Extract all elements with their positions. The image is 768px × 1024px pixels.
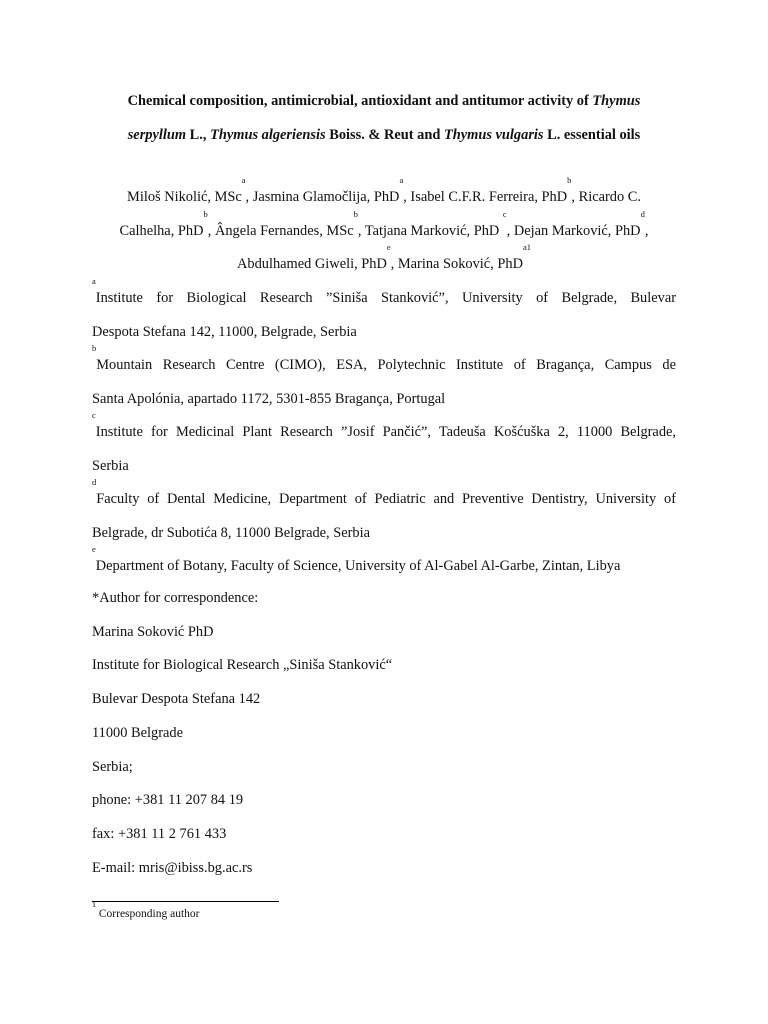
author-list (92, 175, 676, 282)
affiliation-text: Department of Botany, Faculty of Science, University of Al-Gabel Al-Garbe, Zintan, Libya (95, 558, 621, 574)
title-part: L., (186, 127, 211, 143)
affiliation-c (92, 410, 676, 483)
affiliation-text: Institute for Medicinal Plant Research ”Josif Pančić”, Tadeuša Košćuška 2, 11000 Belgrade, (95, 424, 676, 440)
title-part: L. essential oils (543, 127, 641, 143)
affiliation-e (92, 544, 676, 584)
title-species: Thymus (592, 93, 641, 109)
author-affiliation-mark: b (353, 208, 358, 219)
author-name: Marina Soković, PhD (397, 256, 523, 273)
correspondence-institute: Institute for Biological Research „Siniša Stanković“ (92, 657, 393, 674)
affiliation-text: Institute for Biological Research ”Siniša Stanković”, University of Belgrade, Bulevar (95, 290, 676, 306)
footnote (92, 900, 200, 922)
author-affiliation-mark: b (203, 208, 208, 219)
author-affiliation-mark: a (399, 175, 404, 185)
affiliation-text: Serbia (92, 457, 129, 474)
author-name: Jasmina Glamočlija, PhD (252, 189, 400, 205)
author-affiliation-mark: b (567, 175, 572, 185)
affiliation-mark: e (92, 544, 96, 554)
author-name: Isabel C.F.R. Ferreira, PhD (410, 189, 568, 205)
affiliation-d (92, 477, 676, 550)
author-name: Ricardo C. (578, 189, 641, 205)
footnote-mark: 1 (92, 900, 96, 909)
correspondence-name: Marina Soković PhD (92, 623, 214, 640)
title-part: Boiss. & Reut and (325, 127, 444, 143)
author-name: Ângela Fernandes, MSc (214, 222, 354, 239)
correspondence-street: Bulevar Despota Stefana 142 (92, 691, 261, 708)
author-line: Calhelha, PhD$^b$, Ângela Fernandes, MSc$^b$, Tatjana Marković, PhD $^c$, Dejan Marković, PhD$^d$, (119, 208, 649, 239)
paper-title (92, 84, 676, 152)
author-affiliation-mark: e (386, 242, 391, 253)
affiliation-text: Despota Stefana 142, 11000, Belgrade, Serbia (92, 323, 357, 340)
title-species: serpyllum (127, 127, 187, 143)
correspondence-fax: fax: +381 11 2 761 433 (92, 825, 227, 842)
affiliation-text: Santa Apolónia, apartado 1172, 5301-855 Bragança, Portugal (92, 390, 446, 407)
correspondence-city: 11000 Belgrade (92, 724, 183, 741)
correspondence-email: E-mail: mris@ibiss.bg.ac.rs (92, 859, 253, 876)
affiliation-mark: d (92, 477, 97, 487)
affiliation-mark: b (92, 343, 97, 353)
footnote-divider (92, 901, 279, 902)
affiliation-b (92, 343, 676, 416)
author-name: Abdulhamed Giweli, PhD (236, 256, 387, 273)
affiliation-text: Faculty of Dental Medicine, Department of Pediatric and Preventive Dentistry, University of (96, 491, 676, 507)
author-affiliation-mark: a (241, 175, 246, 185)
affiliation-mark: c (92, 410, 96, 420)
affiliation-a (92, 276, 676, 349)
author-line: Miloš Nikolić, MSc$^a$, Jasmina Glamočlija, PhD$^a$, Isabel C.F.R. Ferreira, PhD$^b$, Ricardo C. (127, 175, 641, 205)
title-species: Thymus algeriensis (210, 127, 326, 143)
author-affiliation-mark: a1 (522, 242, 532, 253)
correspondence-country: Serbia; (92, 758, 133, 775)
author-name: Tatjana Marković, PhD (364, 222, 503, 239)
footnote-text: Corresponding author (96, 908, 200, 920)
author-affiliation-mark: c (502, 208, 507, 219)
author-line: Abdulhamed Giweli, PhD$^e$, Marina Soković, PhD$^{a1}$ (236, 242, 532, 273)
correspondence-heading: *Author for correspondence: (92, 590, 259, 606)
correspondence-phone: phone: +381 11 207 84 19 (92, 792, 244, 809)
author-affiliation-mark: d (640, 208, 645, 219)
affiliation-text: Belgrade, dr Subotića 8, 11000 Belgrade, Serbia (92, 524, 371, 541)
title-part: Chemical composition, antimicrobial, antioxidant and antitumor activity of (127, 93, 593, 109)
correspondence-block (92, 582, 676, 885)
title-species: Thymus vulgaris (443, 127, 544, 143)
affiliation-text: Mountain Research Centre (CIMO), ESA, Polytechnic Institute of Bragança, Campus de (96, 357, 676, 373)
author-name: Calhelha, PhD (119, 222, 204, 239)
author-name: Miloš Nikolić, MSc (127, 189, 242, 205)
author-name: Dejan Marković, PhD (513, 222, 641, 239)
affiliation-mark: a (92, 276, 96, 286)
